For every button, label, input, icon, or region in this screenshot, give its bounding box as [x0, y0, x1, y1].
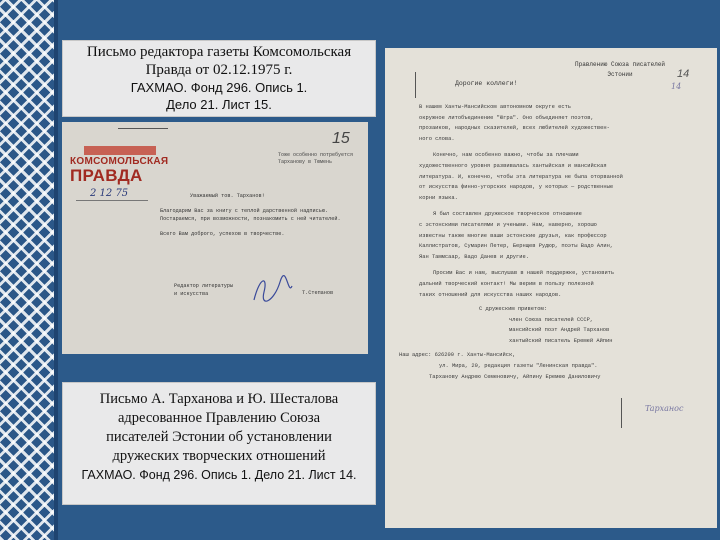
- date-line: [76, 200, 148, 201]
- letter2-line: Каллистратов, Сумарин Петер, Бернщев Рудюр, поэты Вадо Алин,: [419, 243, 614, 250]
- logo-band: [84, 146, 156, 155]
- signature-role-line2: и искусства: [174, 291, 209, 297]
- letter2-line: с эстонскими писателями и учеными. Нам, наверно, хорошо: [419, 221, 597, 228]
- letter2-line: дальний творческий контакт! Мы верим в пользу полезной: [419, 280, 594, 287]
- letter2-header: [575, 60, 665, 80]
- divider: [118, 128, 168, 129]
- letter2-line: С дружеским приветом:: [479, 306, 547, 313]
- letter-komsomolskaya-pravda: [62, 122, 368, 354]
- signature-role-line1: Редактор литературы: [174, 283, 234, 289]
- caption-bottom-line3: писателей Эстонии об установлении: [106, 429, 332, 445]
- margin-mark: [621, 398, 622, 428]
- margin-mark: [415, 72, 416, 98]
- letter-tarkhanov-shestalov: [385, 48, 717, 528]
- letter2-line: Просим Вас и нам, выслушав в нашей поддержке, установить: [433, 270, 615, 277]
- letter2-line: Яан Таммсаар, Вадо Данев и другие.: [419, 253, 529, 260]
- signature-name: Т.Степанов: [302, 290, 334, 296]
- handwritten-signature: [250, 272, 294, 308]
- caption-bottom-line1: Письмо А. Тарханова и Ю. Шесталова: [99, 391, 339, 407]
- caption-top-line4: Дело 21. Лист 15.: [166, 97, 272, 112]
- letter2-line: окружное литобъединение "Югра". Оно объединяет поэтов,: [419, 114, 594, 121]
- caption-bottom-line2: адресованное Правлению Союза: [117, 410, 321, 426]
- letter2-line: литература. И, конечно, чтобы эта литература не была оторванной: [419, 173, 623, 180]
- letter2-line: Наш адрес: 626200 г. Ханты-Мансийск,: [399, 352, 516, 359]
- letter2-line: Тарханову Андрею Семеновичу, Айпину Еремею Даниловичу: [429, 373, 601, 380]
- letter2-body: [399, 102, 699, 382]
- caption-bottom-line4: дружеских творческих отношений: [112, 448, 326, 464]
- letter2-line: В нашем Ханты-Мансийском автономном округе есть: [419, 104, 572, 110]
- letter2-line: ного слова.: [419, 135, 455, 142]
- logo-top-text: КОМСОМОЛЬСКАЯ: [70, 156, 169, 167]
- letter2-line: ул. Мира, 20, редакция газеты "Ленинская правда".: [439, 363, 598, 370]
- letter2-header2: Эстонии: [607, 71, 633, 78]
- letter2-line: художественного уровня развивалась хантыйская и мансийская: [419, 162, 607, 169]
- letter2-line: корни языка.: [419, 194, 458, 201]
- decorative-ornament-strip: [0, 0, 58, 540]
- letter2-greeting: Дорогие коллеги!: [455, 80, 518, 87]
- letter1-greeting: Уважаемый тов. Тарханов!: [190, 193, 265, 199]
- letter1-paragraph1: Благодарим Вас за книгу с теплой дарственной надписью. Постараемся, при возможности, познакомить с ней читателей.: [160, 207, 341, 222]
- handwritten-note: 14: [671, 82, 682, 91]
- caption-top-line3: ГАХМАО. Фонд 296. Опись 1.: [130, 80, 308, 95]
- caption-top-line2: Правда от 02.12.1975 г.: [145, 62, 293, 78]
- letter2-line: Я был составлен дружеское творческое отношение: [433, 211, 582, 218]
- caption-top: [62, 40, 376, 117]
- letter1-body: [160, 192, 360, 244]
- letter1-paragraph2: Всего Вам доброго, успехов в творчестве.: [160, 230, 285, 237]
- signature-role: [174, 282, 233, 298]
- letter2-line: от искусства финно-угорских народов, у которых — родственные: [419, 184, 614, 191]
- letter2-line: таких отношений для искусства наших народов.: [419, 291, 562, 298]
- logo-bottom-text: ПРАВДА: [70, 166, 143, 185]
- addressee-text: Тоже особенно потребуется Тарханову в Тюмень: [278, 152, 354, 165]
- letter2-line: Конечно, нам особенно важно, чтобы за плечами: [433, 152, 579, 159]
- letter2-line: член Союза писателей СССР,: [509, 316, 594, 323]
- letter2-line: известны также многие ваши эстонские друзья, как профессор: [419, 232, 607, 239]
- caption-bottom: [62, 382, 376, 505]
- caption-bottom-line5: ГАХМАО. Фонд 296. Опись 1. Дело 21. Лист 14.: [81, 468, 357, 482]
- letter2-line: хантыйский писатель Еремей Айпин: [509, 337, 613, 344]
- letter2-line: прозаиков, народных сказителей, всех любителей художествен-: [419, 125, 610, 132]
- page-number: 14: [677, 68, 690, 80]
- letter2-line: мансийский поэт Андрей Тарханов: [509, 327, 610, 334]
- letter2-header1: Правлению Союза писателей: [575, 61, 666, 68]
- caption-top-line1: Письмо редактора газеты Комсомольская: [86, 44, 352, 60]
- page-number: 15: [332, 130, 350, 147]
- handwritten-date: 2 12 75: [90, 188, 129, 199]
- newspaper-logo: [70, 146, 169, 185]
- handwritten-note: Tapxaнос: [645, 404, 684, 413]
